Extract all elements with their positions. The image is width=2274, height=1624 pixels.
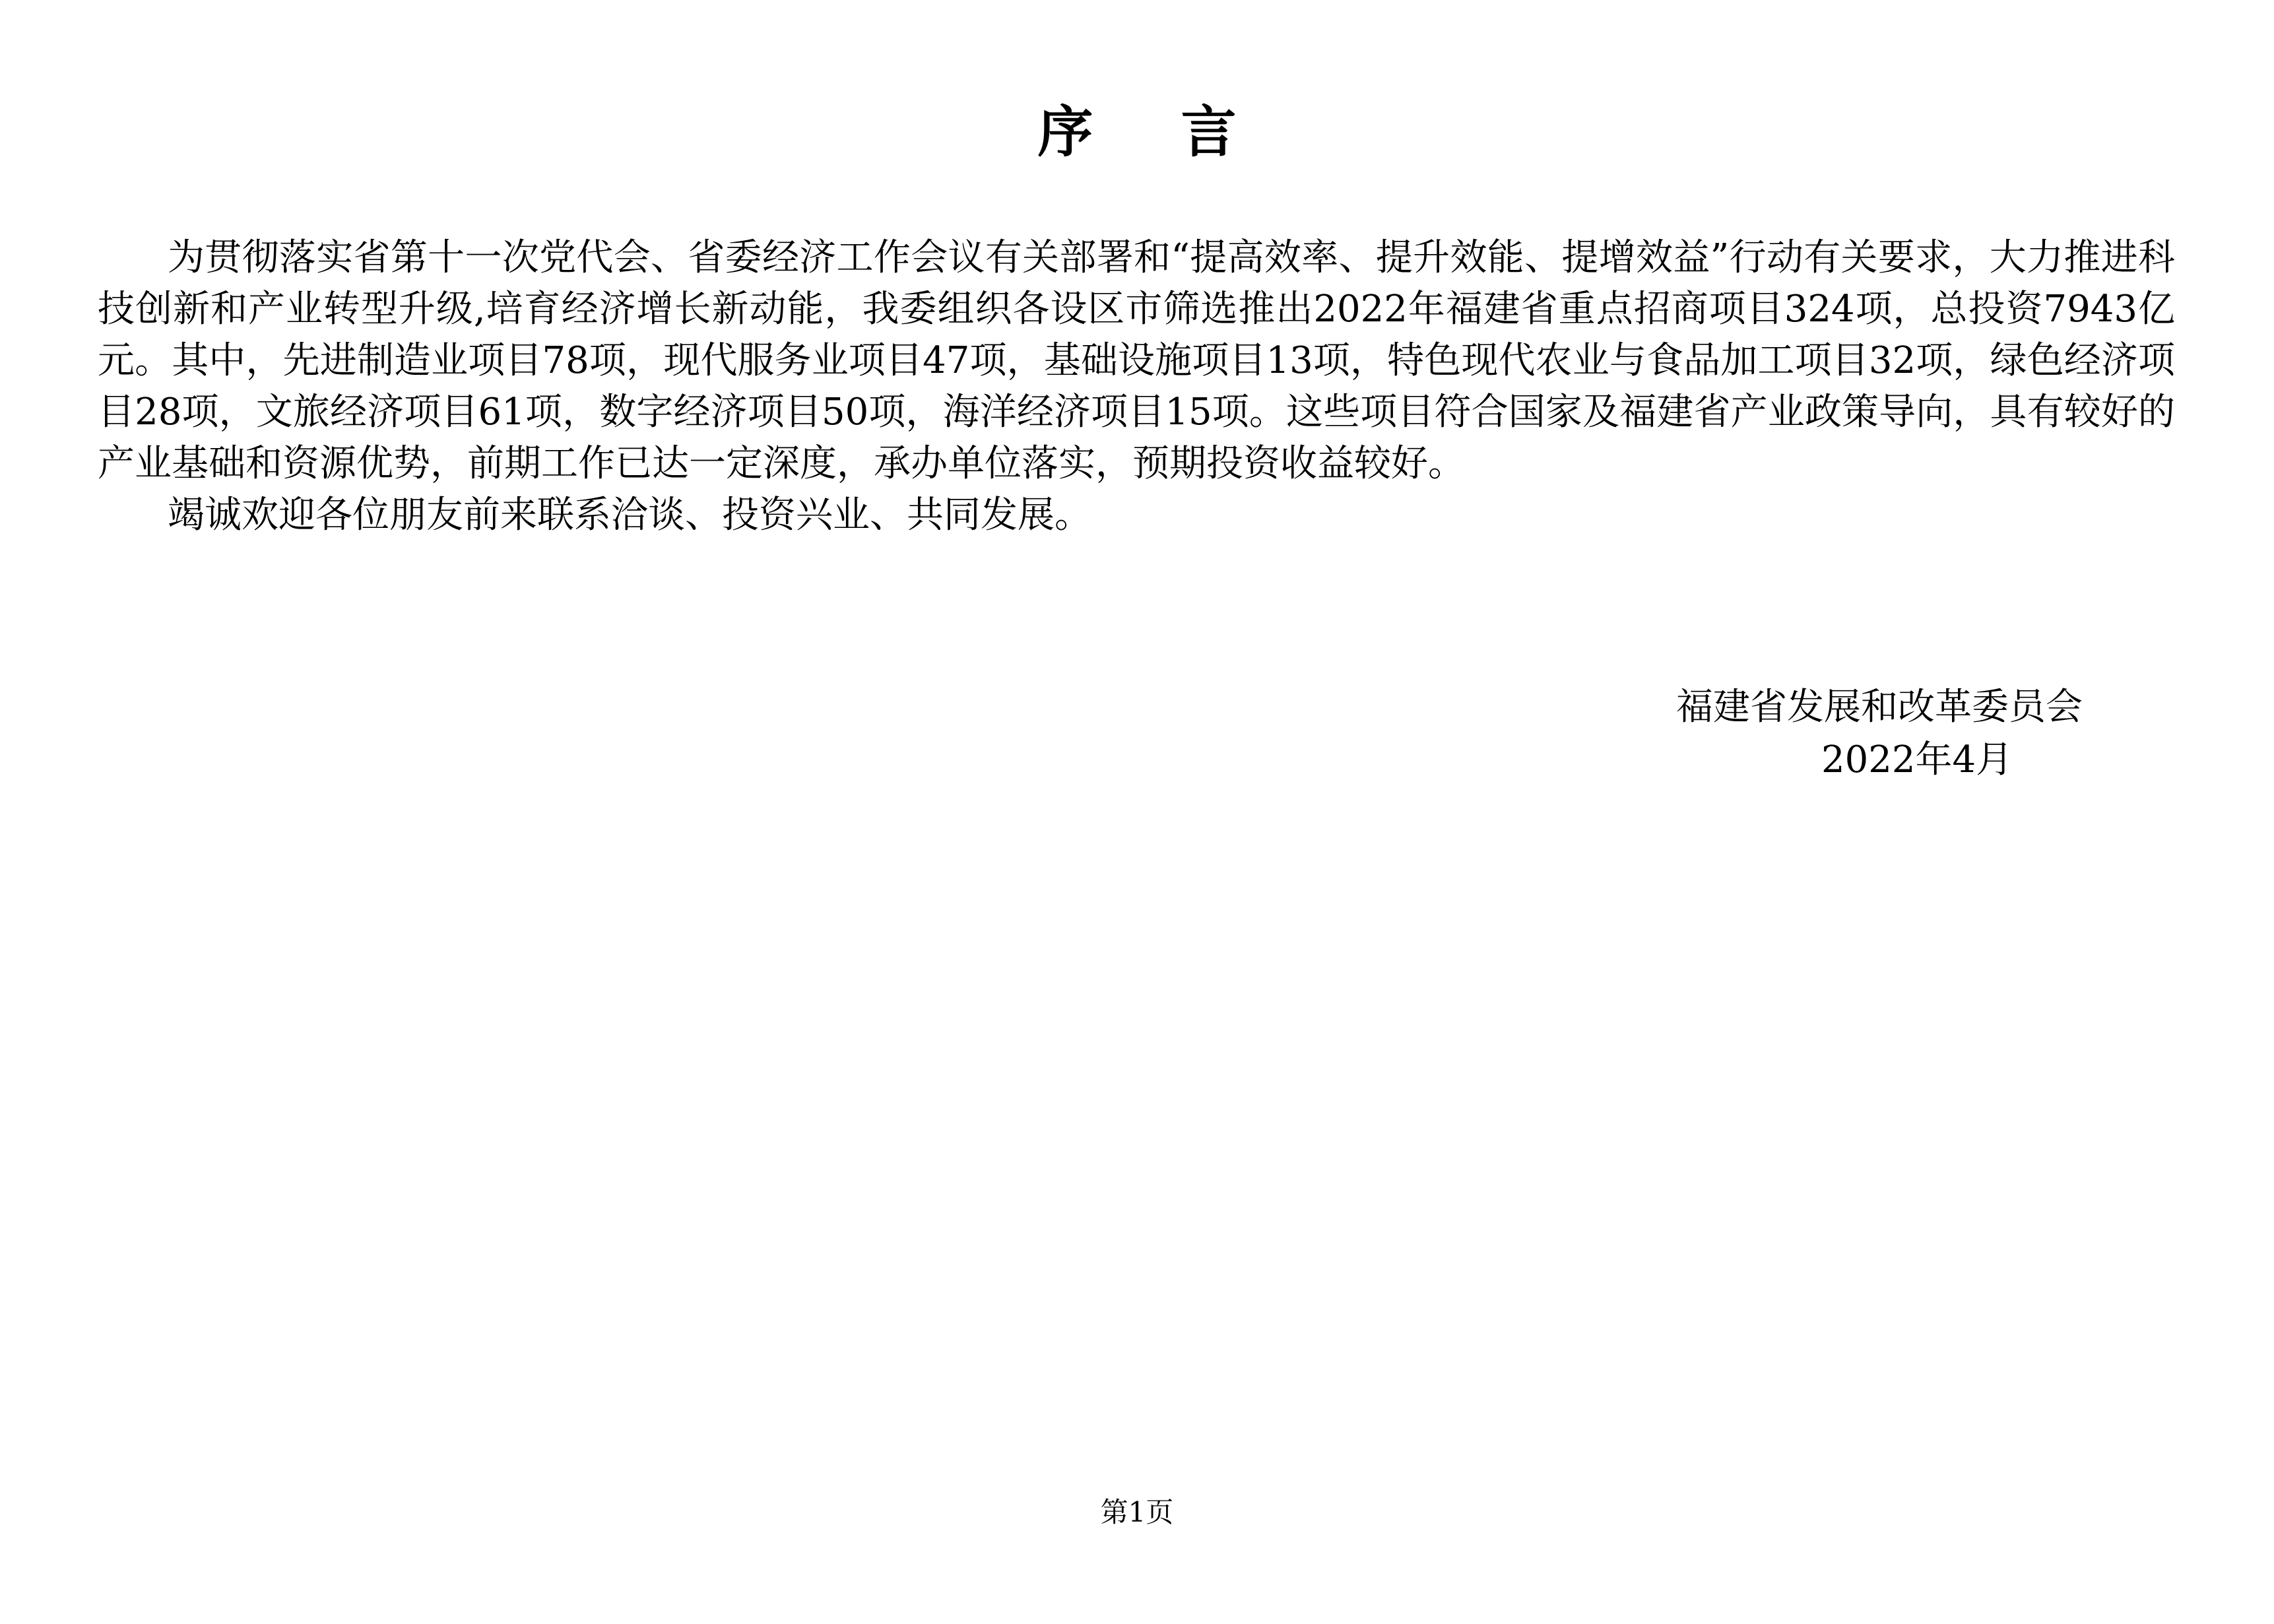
signature-date: 2022年4月 — [1821, 738, 2013, 781]
preface-body — [98, 232, 2175, 541]
page-number: 第1页 — [1100, 1496, 1174, 1528]
signature-organization: 福建省发展和改革委员会 — [1676, 686, 2083, 729]
paragraph-welcome: 竭诚欢迎各位朋友前来联系洽谈、投资兴业、共同发展。 — [168, 494, 1091, 536]
signature-block — [1676, 681, 2098, 787]
page-title: 序 言 — [1037, 99, 1271, 164]
paragraph-main: 为贯彻落实省第十一次党代会、省委经济工作会议有关部署和“提高效率、提升效能、提增效益”行动有关要求，大力推进科技创新和产业转型升级,培育经济增长新动能，我委组织各设区市筛选推出2022年福建省重点招商项目324项，总投资7943亿元。其中，先进制造业项目78项，现代服务业项目47项，基础设施项目13项，特色现代农业与食品加工项目32项，绿色经济项目28项，文旅经济项目61项，数字经济项目50项，海洋经济项目15项。这些项目符合国家及福建省产业政策导向，具有较好的产业基础和资源优势，前期工作已达一定深度，承办单位落实，预期投资收益较好。 — [98, 236, 2175, 485]
